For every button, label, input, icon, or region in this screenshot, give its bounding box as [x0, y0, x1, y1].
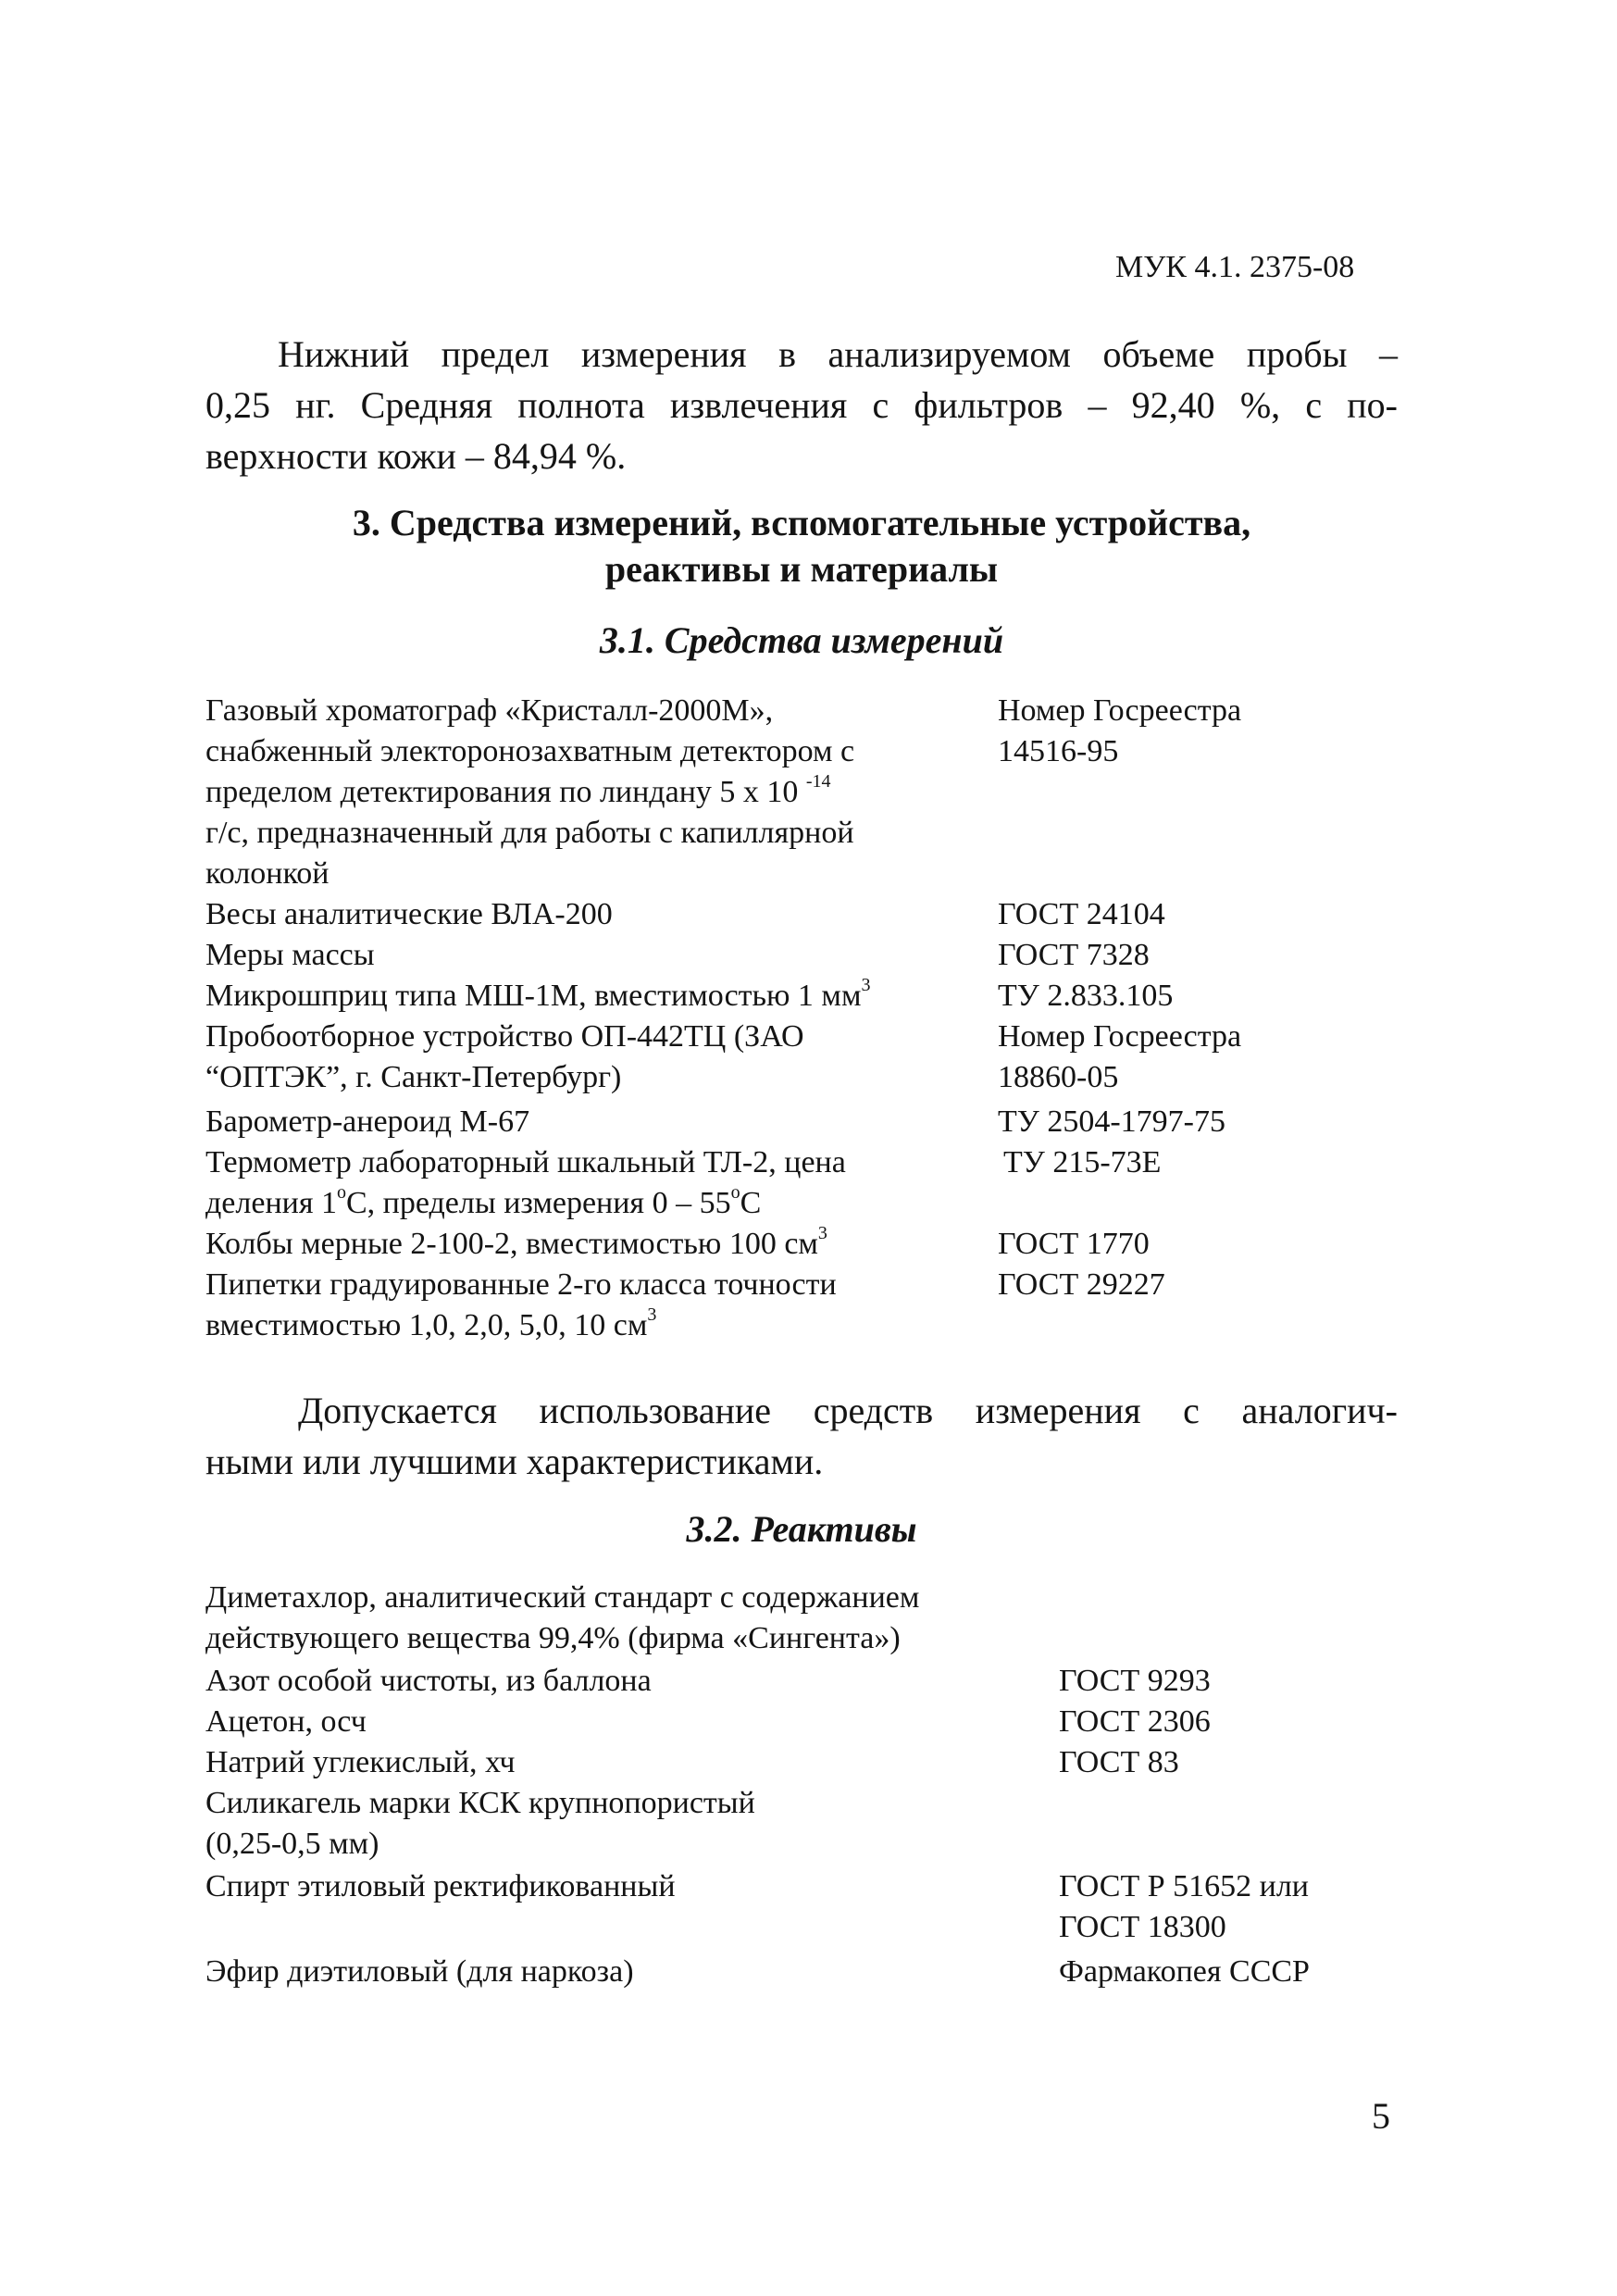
reagent-name-line: Эфир диэтиловый (для наркоза) — [205, 1954, 634, 1989]
degree-mark: o — [730, 1181, 740, 1203]
instrument-name-line: колонкой — [205, 856, 330, 891]
reagent-name — [205, 1742, 983, 1783]
instrument-name-line: Барометр-анероид М-67 — [205, 1104, 530, 1139]
reagent-name-line: Диметахлор, аналитический стандарт с содержанием — [205, 1580, 920, 1615]
instrument-name-text: Микрошприц типа МШ-1М, вместимостью 1 мм — [205, 979, 862, 1013]
intro-line-2: 0,25 нг. Средняя полнота извлечения с фильтров – 92,40 %, с по- — [205, 384, 1398, 426]
instrument-reference — [998, 935, 1387, 976]
instrument-name-text: пределом детектирования по линдану 5 х 10 — [205, 775, 799, 809]
instrument-reference — [998, 691, 1387, 772]
instrument-name-line: Весы аналитические ВЛА-200 — [205, 897, 613, 931]
instrument-name-line — [205, 772, 983, 813]
instrument-name — [205, 1017, 983, 1098]
reagent-name — [205, 1866, 983, 1907]
instrument-reference-line: 14516-95 — [998, 734, 1119, 768]
reagent-reference-line: Фармакопея СССР — [1059, 1954, 1310, 1989]
instrument-name — [205, 691, 983, 894]
section-3-title-line-2: реактивы и материалы — [604, 548, 999, 590]
instrument-reference-line: ТУ 2.833.105 — [998, 979, 1174, 1013]
instrument-reference — [998, 894, 1387, 935]
intro-line-3: верхности кожи – 84,94 %. — [205, 435, 627, 477]
subsection-3-1-title: 3.1. Средства измерений — [599, 619, 1004, 661]
reagent-name-line: (0,25-0,5 мм) — [205, 1827, 379, 1861]
instrument-reference — [998, 1017, 1387, 1098]
degree-mark: o — [336, 1181, 346, 1203]
instrument-reference-line: ГОСТ 24104 — [998, 897, 1165, 931]
instrument-name-line: “ОПТЭК”, г. Санкт-Петербург) — [205, 1060, 622, 1094]
instrument-name-line: Пробоотборное устройство ОП-442ТЦ (ЗАО — [205, 1019, 804, 1054]
instrument-reference — [998, 976, 1387, 1017]
section-3-title — [205, 500, 1398, 593]
instrument-reference-line: ТУ 215-73Е — [1003, 1145, 1162, 1179]
instrument-name-line: Меры массы — [205, 938, 375, 972]
instrument-name-line: Термометр лабораторный шкальный ТЛ-2, цена — [205, 1145, 846, 1179]
reagent-name — [205, 1578, 1224, 1659]
reagent-name — [205, 1661, 983, 1702]
reagent-reference — [1059, 1952, 1448, 1992]
instrument-name-text: С — [740, 1186, 762, 1220]
allowance-paragraph — [205, 1385, 1398, 1487]
instrument-name-text: С, пределы измерения 0 – 55 — [345, 1186, 731, 1220]
instrument-reference-line: ГОСТ 7328 — [998, 938, 1150, 972]
reagent-reference — [1059, 1661, 1448, 1702]
reagent-name-line: действующего вещества 99,4% (фирма «Сингента») — [205, 1621, 901, 1655]
exponent: -14 — [805, 770, 831, 792]
intro-line-1: Нижний предел измерения в анализируемом объеме пробы – — [278, 333, 1398, 375]
reagent-name — [205, 1952, 983, 1992]
instrument-name-line — [205, 976, 983, 1017]
instrument-name — [205, 1142, 983, 1224]
instrument-name — [205, 1265, 983, 1346]
document-code: МУК 4.1. 2375-08 — [1115, 250, 1355, 284]
instrument-name-line: Пипетки градуированные 2-го класса точности — [205, 1267, 837, 1302]
exponent: 3 — [647, 1304, 657, 1325]
reagent-name-line: Спирт этиловый ректификованный — [205, 1869, 676, 1903]
reagent-reference-line: ГОСТ 2306 — [1059, 1704, 1211, 1739]
reagent-name-line: Азот особой чистоты, из баллона — [205, 1664, 652, 1698]
instrument-name — [205, 935, 983, 976]
instrument-reference-line: ГОСТ 29227 — [998, 1267, 1165, 1302]
instrument-reference-line: Номер Госреестра — [998, 693, 1242, 728]
reagent-reference — [1059, 1866, 1448, 1948]
instrument-name-text: вместимостью 1,0, 2,0, 5,0, 10 см — [205, 1308, 648, 1342]
instrument-name-line — [205, 1224, 983, 1265]
instrument-name — [205, 1102, 983, 1142]
reagent-reference — [1059, 1702, 1448, 1742]
exponent: 3 — [861, 974, 871, 995]
instrument-reference — [998, 1265, 1387, 1305]
reagent-reference-line: ГОСТ 9293 — [1059, 1664, 1211, 1698]
allowance-line-2: ными или лучшими характеристиками. — [205, 1441, 824, 1482]
instrument-reference — [998, 1142, 1392, 1183]
reagent-name — [205, 1783, 983, 1865]
instrument-reference — [998, 1224, 1387, 1265]
instrument-name — [205, 894, 983, 935]
instrument-reference-line: Номер Госреестра — [998, 1019, 1242, 1054]
instrument-name-line — [205, 1183, 983, 1224]
instrument-name — [205, 1224, 983, 1265]
instrument-name-line: снабженный электоронозахватным детектором с — [205, 734, 855, 768]
subsection-3-2-title: 3.2. Реактивы — [686, 1508, 917, 1550]
reagent-reference-line: ГОСТ 18300 — [1059, 1910, 1226, 1944]
reagent-reference-line: ГОСТ Р 51652 или — [1059, 1869, 1309, 1903]
reagent-reference-line: ГОСТ 83 — [1059, 1745, 1179, 1779]
instrument-name-line: Газовый хроматограф «Кристалл-2000М», — [205, 693, 774, 728]
instrument-name-line — [205, 1305, 983, 1346]
instrument-reference-line: ТУ 2504-1797-75 — [998, 1104, 1225, 1139]
page-number: 5 — [1372, 2095, 1390, 2137]
instrument-reference-line: 18860-05 — [998, 1060, 1119, 1094]
intro-paragraph — [205, 329, 1398, 481]
instrument-name-text: Колбы мерные 2-100-2, вместимостью 100 см — [205, 1227, 818, 1261]
instrument-name — [205, 976, 983, 1017]
section-3-title-line-1: 3. Средства измерений, вспомогательные устройства, — [352, 502, 1251, 543]
reagent-name-line: Ацетон, осч — [205, 1704, 367, 1739]
instrument-name-line: г/с, предназначенный для работы с капиллярной — [205, 816, 854, 850]
reagent-name — [205, 1702, 983, 1742]
reagent-reference — [1059, 1742, 1448, 1783]
instrument-reference — [998, 1102, 1387, 1142]
exponent: 3 — [817, 1222, 827, 1243]
reagent-name-line: Силикагель марки КСК крупнопористый — [205, 1786, 755, 1820]
instrument-reference-line: ГОСТ 1770 — [998, 1227, 1150, 1261]
reagent-name-line: Натрий углекислый, хч — [205, 1745, 516, 1779]
instrument-name-text: деления 1 — [205, 1186, 337, 1220]
allowance-line-1: Допускается использование средств измерения с аналогич- — [298, 1390, 1398, 1431]
